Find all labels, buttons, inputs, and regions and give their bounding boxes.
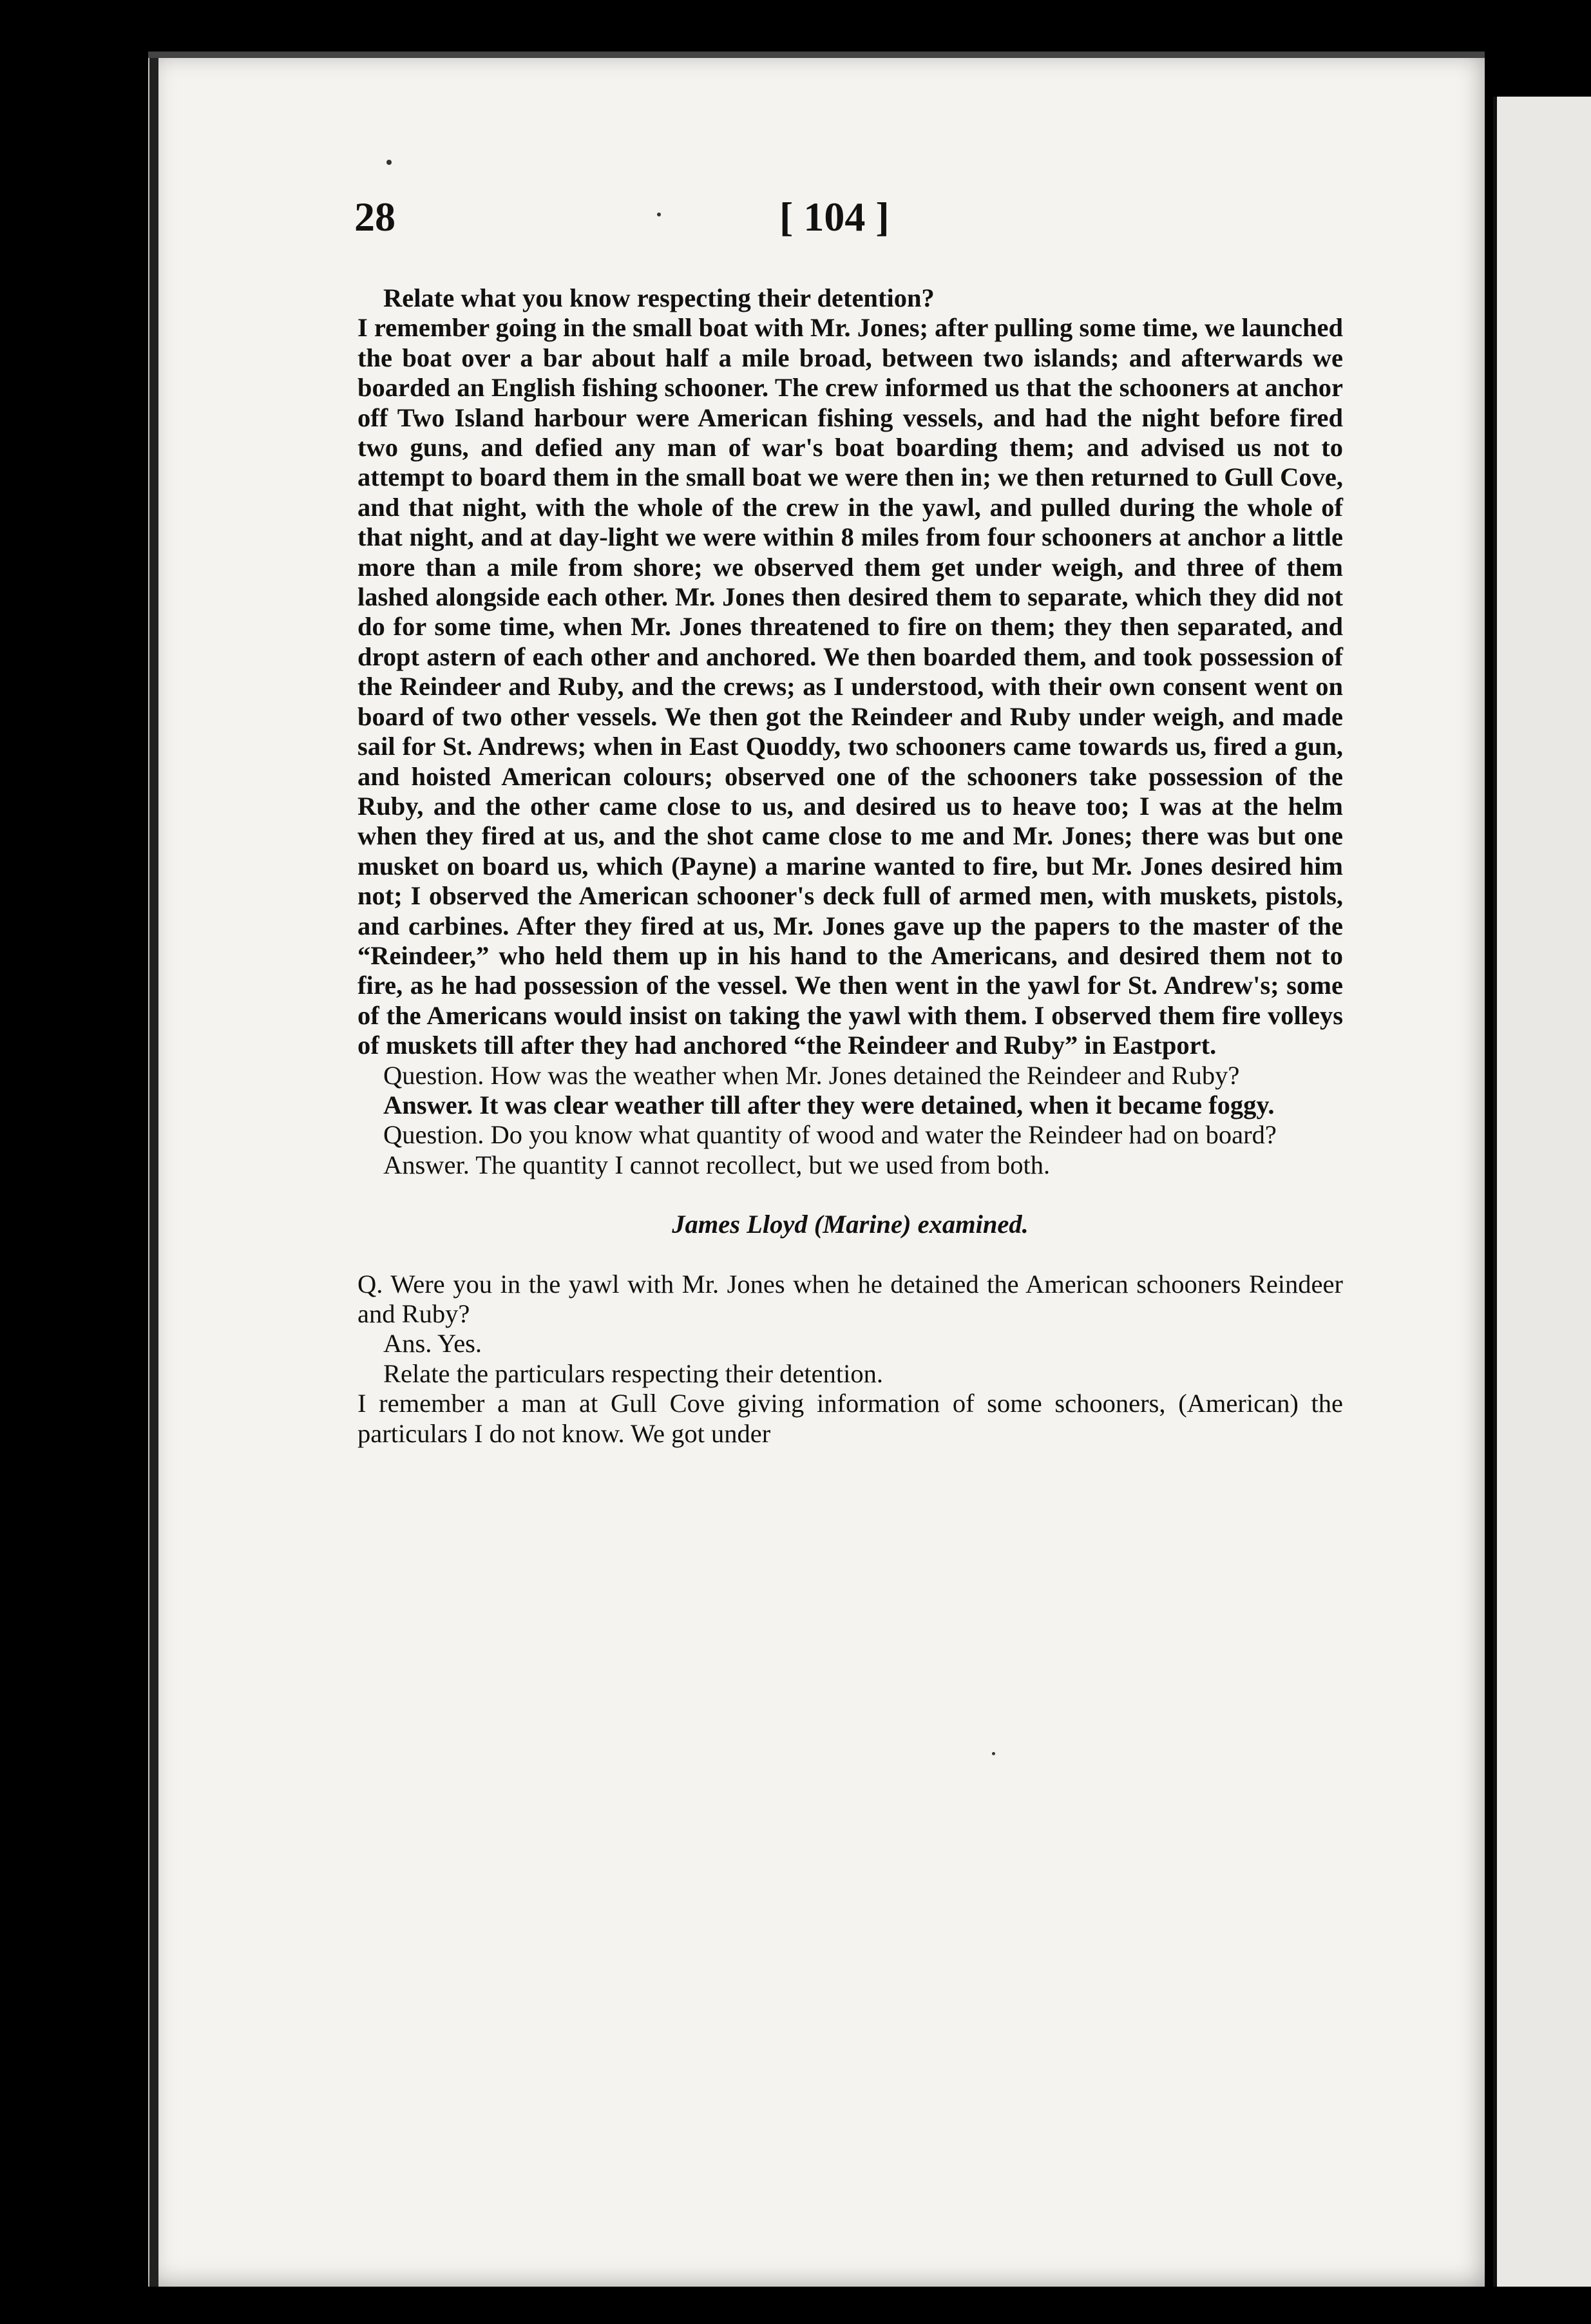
paragraph: Answer. It was clear weather till after they were detained, when it became foggy. xyxy=(383,1090,1275,1119)
document-number: [ 104 ] xyxy=(779,194,890,240)
page-gutter xyxy=(149,52,158,2287)
body-text xyxy=(357,283,1343,1449)
page-header xyxy=(354,193,1385,251)
section-heading: James Lloyd (Marine) examined. xyxy=(672,1210,1029,1239)
paragraph: Question. Do you know what quantity of wood and water the Reindeer had on board? xyxy=(383,1120,1277,1150)
ink-speck xyxy=(657,213,661,216)
paragraph: Question. How was the weather when Mr. Jones detained the Reindeer and Ruby? xyxy=(383,1060,1240,1090)
ink-speck xyxy=(992,1752,995,1755)
paragraph: Relate the particulars respecting their detention. xyxy=(383,1358,883,1388)
ink-speck xyxy=(386,160,392,165)
paragraph: Ans. Yes. xyxy=(383,1329,482,1358)
paragraph: Q. Were you in the yawl with Mr. Jones when he detained the American schooners Reindeer and Ruby? xyxy=(357,1269,1343,1328)
paragraph: I remember going in the small boat with Mr. Jones; after pulling some time, we launched the boat over a bar about half a mile broad, between two islands; and afterwards we boarded an English fishing schooner. The crew informed us that the schooners at anchor off Two Island harbour were American fishing vessels, and had the night before fired two guns, and defied any man of war's boat boarding them; and advised us not to attempt to board them in the small boat we were then in; we then returned to Gull Cove, and that night, with the whole of the crew in the yawl, and pulled during the whole of that night, and at day-light we were within 8 miles from four schooners at anchor a little more than a mile from shore; we observed them get under weigh, and three of them lashed alongside each other. Mr. Jones then desired them to separate, which they did not do for some time, when Mr. Jones threatened to fire on them; they then separated, and dropt astern of each other and anchored. We then boarded them, and took possession of the Reindeer and Ruby, and the crews; as I understood, with their own consent went on board of two other vessels. We then got the Reindeer and Ruby under weigh, and made sail for St. Andrews; when in East Quoddy, two schooners came towards us, fired a gun, and hoisted American colours; observed one of the schooners take possession of the Ruby, and the other came close to us, and desired us to heave too; I was at the helm when they fired at us, and the shot came close to me and Mr. Jones; there was but one musket on board us, which (Payne) a marine wanted to fire, but Mr. Jones desired him not; I observed the American schooner's deck full of armed men, with muskets, pistols, and carbines. After they fired at us, Mr. Jones gave up the papers to the master of the “Reindeer,” who held them up in his hand to the Americans, and desired them not to fire, as he had possession of the vessel. We then went in the yawl for St. Andrew's; some of the Americans would insist on taking the yawl with them. I observed them fire volleys of muskets till after they had anchored “the Reindeer and Ruby” in Eastport. xyxy=(357,313,1343,1060)
paragraph: Answer. The quantity I cannot recollect, but we used from both. xyxy=(383,1150,1051,1179)
page-top-edge xyxy=(148,52,1485,58)
facing-page-edge xyxy=(1493,97,1591,2287)
paragraph: Relate what you know respecting their detention? xyxy=(383,283,935,312)
page-number: 28 xyxy=(354,194,395,240)
paragraph: I remember a man at Gull Cove giving information of some schooners, (American) the particulars I do not know. We got under xyxy=(357,1389,1343,1448)
